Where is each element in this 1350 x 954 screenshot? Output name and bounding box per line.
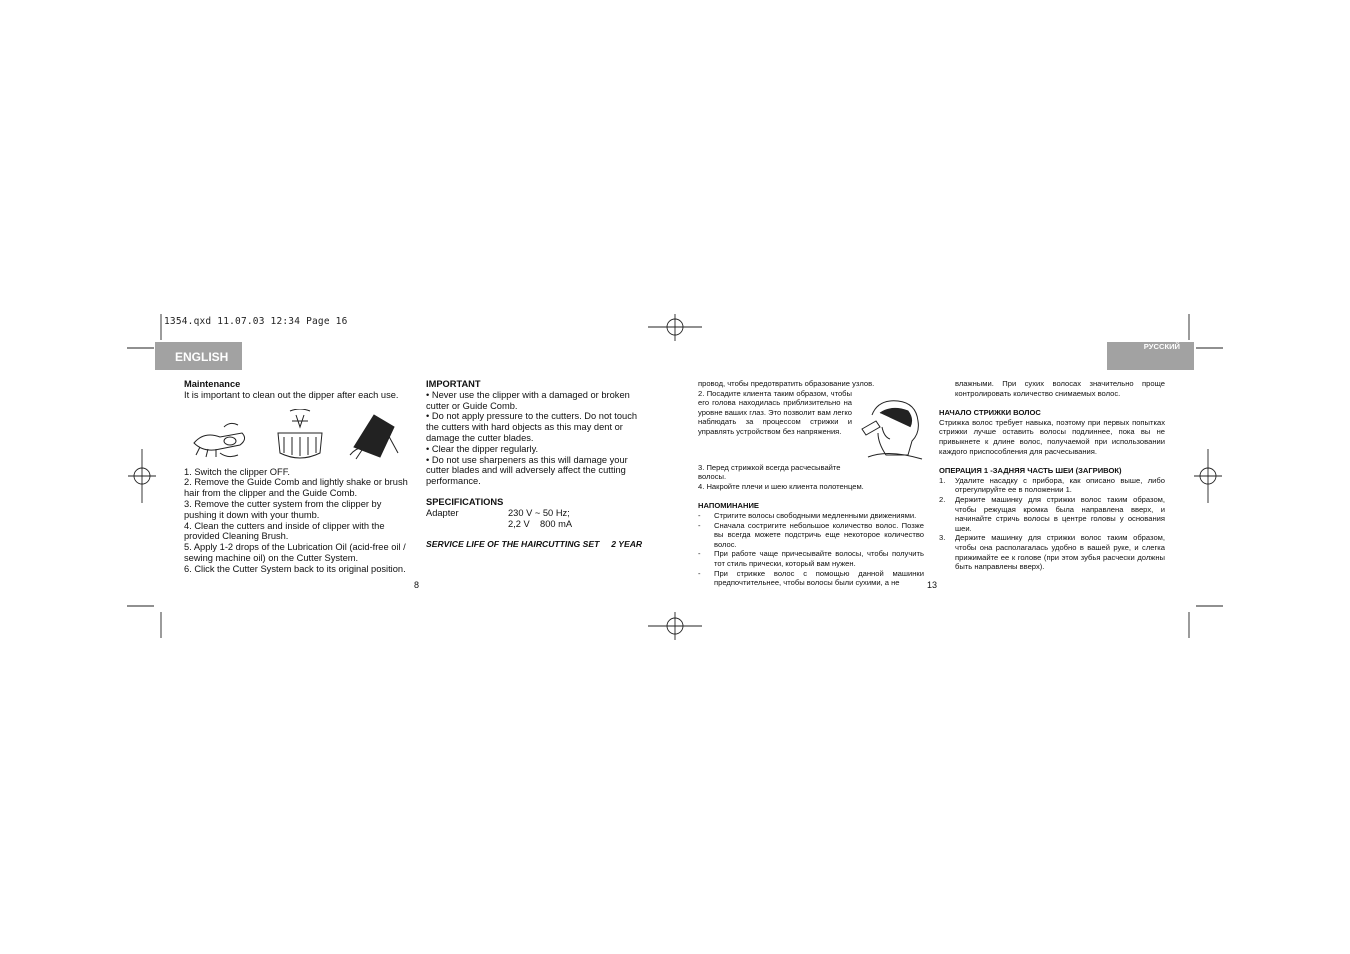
reminder-item: - При работе чаще причесывайте волосы, чтобы получить тот стиль прически, который вам нужен. xyxy=(698,549,924,568)
reminder-heading: НАПОМИНАНИЕ xyxy=(698,501,759,511)
important-item: • Never use the clipper with a damaged or broken cutter or Guide Comb. xyxy=(426,389,630,411)
spec-row xyxy=(426,508,652,519)
reminder-item: - Сначала состригите небольшое количество волос. Позже вы всегда можете подстричь еще некоторое количество волос. xyxy=(698,520,924,549)
maintenance-heading: Maintenance xyxy=(184,379,241,389)
start-heading: НАЧАЛО СТРИЖКИ ВОЛОС xyxy=(939,408,1041,418)
bullet-icon: • xyxy=(426,389,430,400)
russian-left-column xyxy=(698,379,924,588)
ru-item-4: 4. Накройте плечи и шею клиента полотенцем. xyxy=(698,481,864,491)
important-item: • Clear the dipper regularly. xyxy=(426,443,539,454)
page-number-right: 13 xyxy=(927,580,938,590)
client-haircut-illustration xyxy=(858,393,924,463)
spec-value: 2,2 V 800 mA xyxy=(508,518,573,529)
english-important-column xyxy=(426,379,652,550)
operation-step: 2. Держите машинку для стрижки волос таким образом, чтобы режущая кромка была направлена вверх, и начинайте стричь волосы в центре головы у основания шеи. xyxy=(939,494,1165,533)
operation-1-heading: ОПЕРАЦИЯ 1 -ЗАДНЯЯ ЧАСТЬ ШЕИ (ЗАГРИВОК) xyxy=(939,466,1122,476)
reminder-item: - Стригите волосы свободными медленными движениями. xyxy=(698,510,917,520)
maintenance-intro: It is important to clean out the dipper after each use. xyxy=(184,389,399,400)
important-item: • Do not use sharpeners as this will damage your cutter blades and will adversely affect the cutting performance. xyxy=(426,454,628,487)
ru-item-3: 3. Перед стрижкой всегда расчесывайте волосы. xyxy=(698,462,841,482)
tab-russian: РУССКИЙ xyxy=(1107,342,1194,370)
maintenance-step: 2. Remove the Guide Comb and lightly shake or brush hair from the clipper and the Guide Comb. xyxy=(184,477,408,499)
ru-continuation: влажными. При сухих волосах значительно проще контролировать количество снимаемых волос. xyxy=(955,379,1165,398)
ru-intro: провод, чтобы предотвратить образование узлов. xyxy=(698,379,875,388)
tab-english: ENGLISH xyxy=(155,342,242,370)
spec-row xyxy=(426,519,652,530)
bullet-icon: • xyxy=(426,454,430,465)
cleaning-brush-illustration xyxy=(346,407,402,463)
maintenance-step: 6. Click the Cutter System back to its original position. xyxy=(184,563,406,574)
service-life: SERVICE LIFE OF THE HAIRCUTTING SET 2 YEAR xyxy=(426,539,643,550)
maintenance-step: 4. Clean the cutters and inside of clipper with the provided Cleaning Brush. xyxy=(184,520,385,542)
clipper-shake-illustration xyxy=(190,413,250,463)
reminder-item: - При стрижке волос с помощью данной машинки предпочтительнее, чтобы волосы были сухими, а не xyxy=(698,568,924,588)
operation-step: 1. Удалите насадку с прибора, как описано выше, либо отрегулируйте ее в положении 1. xyxy=(939,475,1165,495)
important-heading: IMPORTANT xyxy=(426,379,481,389)
cutter-system-illustration xyxy=(270,409,330,465)
spec-label: Adapter xyxy=(426,507,459,518)
important-item: • Do not apply pressure to the cutters. Do not touch the cutters with hard objects as this may dent or damage the cutter blades. xyxy=(426,411,638,443)
maintenance-step: 3. Remove the cutter system from the clipper by pushing it down with your thumb. xyxy=(184,498,382,520)
bullet-icon: • xyxy=(426,443,430,454)
file-stamp: 1354.qxd 11.07.03 12:34 Page 16 xyxy=(164,316,348,327)
operation-step: 3. Держите машинку для стрижки волос таким образом, чтобы она располагалась удобно в вашей руке, и слегка прижимайте ее к голове (при этом зубья расчески должны быть направлены вверх). xyxy=(939,533,1165,572)
specifications-heading: SPECIFICATIONS xyxy=(426,496,504,507)
maintenance-step: 5. Apply 1-2 drops of the Lubrication Oil (acid-free oil / sewing machine oil) on the Cutter System. xyxy=(184,542,406,563)
maintenance-illustrations xyxy=(184,401,410,467)
ru-item-2: 2. Посадите клиента таким образом, чтобы его голова находилась приблизительно на уровне ваших глаз. Это позволит вам легко наблюдать за процессом стрижки и управлять устройством без напряжения. xyxy=(698,388,852,436)
bullet-icon: • xyxy=(426,411,430,422)
start-text: Стрижка волос требует навыка, поэтому при первых попытках стрижки лучше оставить волосы подлиннее, пока вы не привыкнете к длине волос, получаемой при использовании каждого приспособления для расчесывания. xyxy=(939,417,1165,456)
page-number-left: 8 xyxy=(414,580,420,590)
english-maintenance-column xyxy=(184,379,410,575)
maintenance-step: 1. Switch the clipper OFF. xyxy=(184,466,290,477)
spec-value: 230 V ~ 50 Hz; xyxy=(508,507,570,518)
russian-right-column xyxy=(939,379,1165,572)
